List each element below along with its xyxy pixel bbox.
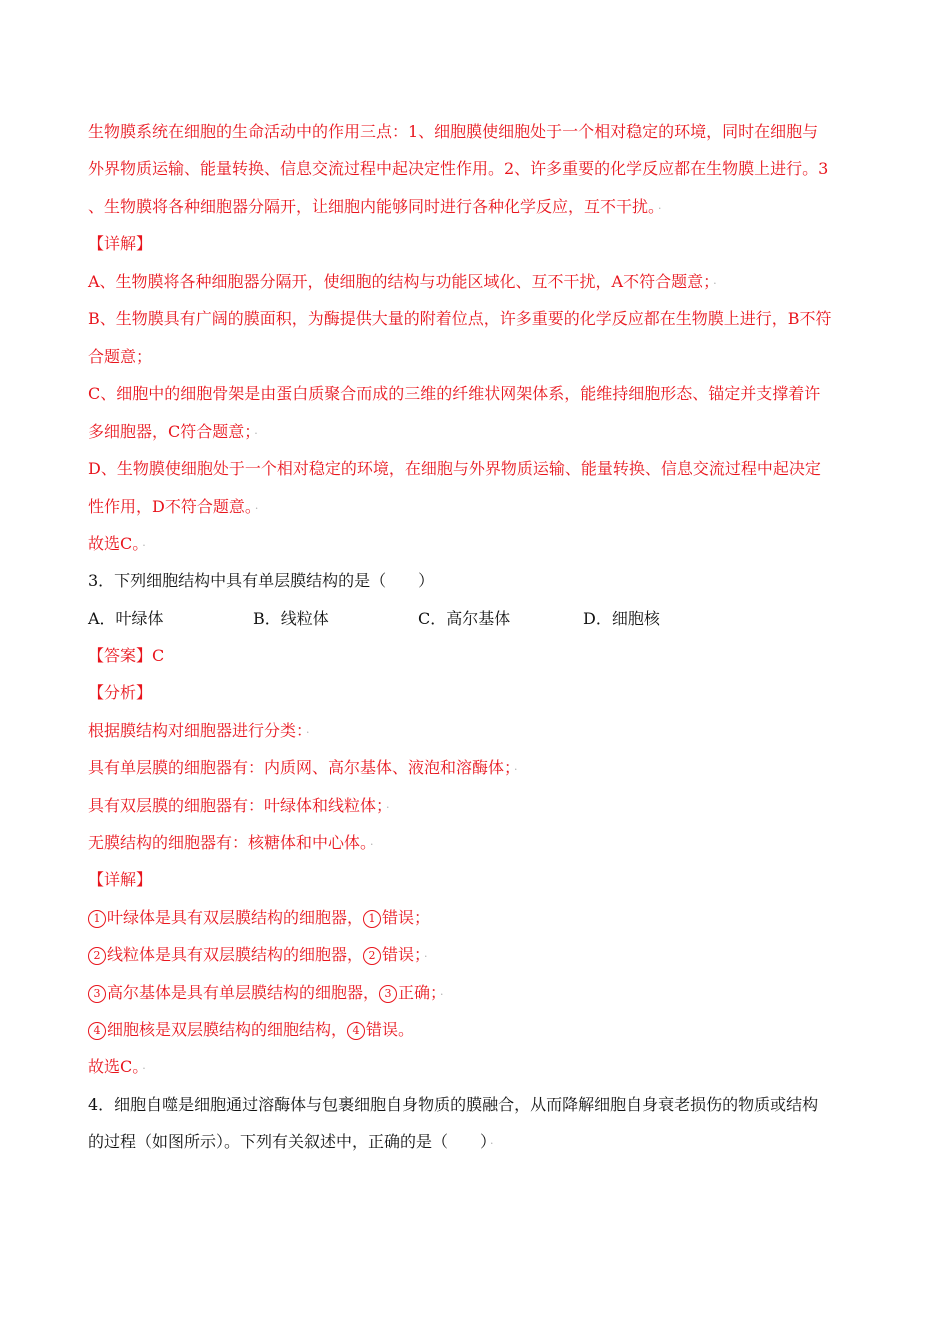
q3-detail-item-3: 3 高尔基体是具有单层膜结构的细胞器， 3 正确； · (88, 982, 862, 1006)
q2-option-c-explanation-2: 多细胞器，C符合题意； · (88, 422, 258, 441)
q2-option-d-explanation-1: D、生物膜使细胞处于一个相对稳定的环境，在细胞与外界物质运输、能量转换、信息交流过程中起决定 (88, 459, 821, 478)
circled-number: 2 (363, 947, 381, 965)
q2-analysis-line-3: 、生物膜将各种细胞器分隔开，让细胞内能够同时进行各种化学反应，互不干扰。 · (88, 197, 662, 216)
q3-analysis-heading: 【分析】 (88, 683, 153, 702)
q3-analysis-line-2: 具有单层膜的细胞器有：内质网、高尔基体、液泡和溶酶体； · (88, 758, 518, 777)
answer-label: 【答案】 (88, 646, 153, 665)
q2-conclusion: 故选C。 · (88, 534, 146, 553)
answer-value: C (152, 646, 165, 665)
q3-conclusion: 故选C。 · (88, 1057, 146, 1076)
q3-detail-heading: 【详解】 (88, 870, 153, 889)
circled-number: 3 (379, 985, 397, 1003)
circled-number: 3 (88, 985, 106, 1003)
circled-number: 2 (88, 947, 106, 965)
circled-number: 4 (347, 1022, 365, 1040)
q3-answer (88, 645, 862, 667)
q3-detail-item-4: 4 细胞核是双层膜结构的细胞结构， 4 错误。 (88, 1019, 862, 1041)
q3-detail-item-2: 2 线粒体是具有双层膜结构的细胞器， 2 错误； · (88, 944, 862, 968)
q2-option-c-explanation-1: C、细胞中的细胞骨架是由蛋白质聚合而成的三维的纤维状网架体系，能维持细胞形态、锚定并支撑着许 (88, 384, 821, 403)
q3-option-b: B．线粒体 (253, 609, 329, 628)
circled-number: 1 (363, 910, 381, 928)
q3-analysis-line-4: 无膜结构的细胞器有：核糖体和中心体。 · (88, 833, 374, 852)
q2-analysis-line-2: 外界物质运输、能量转换、信息交流过程中起决定性作用。2、许多重要的化学反应都在生物膜上进行。3 (88, 159, 829, 178)
q2-option-d-explanation-2: 性作用，D不符合题意。 · (88, 497, 259, 516)
q2-analysis-line-1: 生物膜系统在细胞的生命活动中的作用三点：1、细胞膜使细胞处于一个相对稳定的环境，同时在细胞与 (88, 122, 819, 141)
q3-option-d: D．细胞核 (583, 609, 660, 628)
circled-number: 4 (88, 1022, 106, 1040)
q3-analysis-line-3: 具有双层膜的细胞器有：叶绿体和线粒体； · (88, 796, 390, 815)
q4-stem-line-1: 4．细胞自噬是细胞通过溶酶体与包裹细胞自身物质的膜融合，从而降解细胞自身衰老损伤的物质或结构 (88, 1095, 819, 1114)
q2-detail-heading: 【详解】 (88, 234, 153, 253)
q3-option-a: A．叶绿体 (88, 609, 164, 628)
q3-analysis-line-1: 根据膜结构对细胞器进行分类： · (88, 721, 310, 740)
q3-stem: 3．下列细胞结构中具有单层膜结构的是（ ） (88, 571, 435, 590)
q4-stem-line-2: 的过程（如图所示）。下列有关叙述中，正确的是（ ） · (88, 1132, 494, 1151)
q2-option-b-explanation-2: 合题意； (88, 347, 153, 366)
q2-option-b-explanation-1: B、生物膜具有广阔的膜面积，为酶提供大量的附着位点，许多重要的化学反应都在生物膜上进行，B不符 (88, 309, 832, 328)
q2-option-a-explanation: A、生物膜将各种细胞器分隔开，使细胞的结构与功能区域化、互不干扰，A不符合题意； · (88, 272, 717, 291)
circled-number: 1 (88, 910, 106, 928)
q3-detail-item-1: 1 叶绿体是具有双层膜结构的细胞器， 1 错误； (88, 907, 862, 929)
q3-option-c: C．高尔基体 (418, 609, 511, 628)
